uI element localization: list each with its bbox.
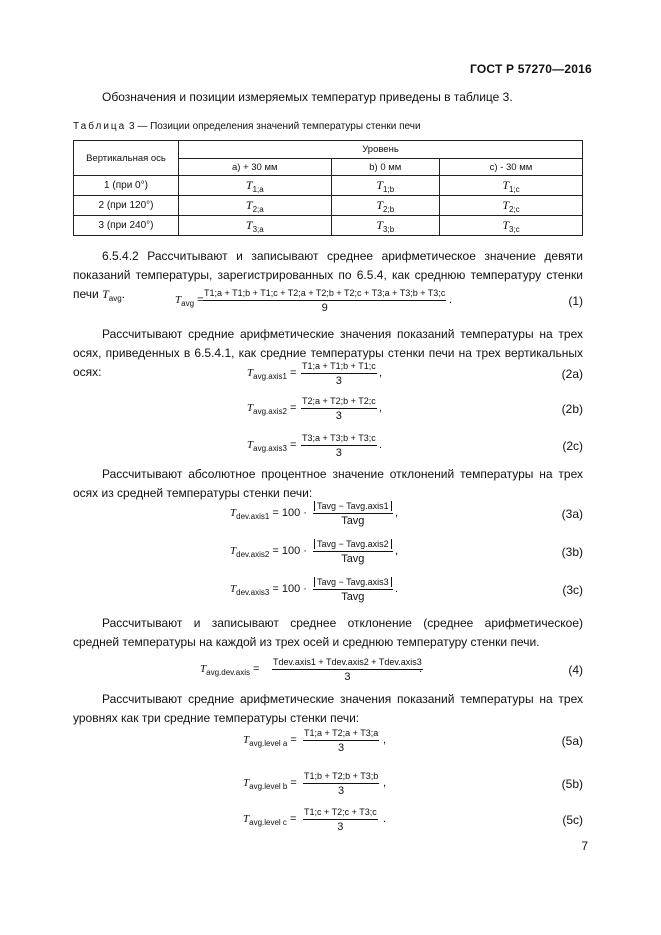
table-caption [73, 121, 421, 132]
header-level-c: c) - 30 мм [439, 159, 582, 176]
header-level: Уровень [179, 141, 583, 159]
paragraph-axes: Рассчитывают средние арифметические значения показаний температуры на трех осях, приведенных в 6.5.4.1, как средние температуры стенки печи на трех вертикальных осях: [73, 327, 583, 379]
table-row [74, 216, 583, 236]
row-axis: 2 (при 120°) [74, 196, 179, 216]
table-caption-word: Таблица [73, 121, 127, 132]
equation-3b: $T_{dev.axis2} = 100$ · Tavg − Tavg.axis2 Tavg , (3b) [230, 539, 583, 565]
equation-2b: $T_{avg.axis2}$ = T2;a + T2;b + T2;c 3 , (2b) [247, 396, 583, 422]
intro-paragraph: Обозначения и позиции измеряемых температур приведены в таблице 3. [102, 90, 513, 104]
equation-2c: $T_{avg.axis3}$ = T3;a + T3;b + T3;c 3 . (2c) [247, 433, 583, 459]
paragraph-deviation: Рассчитывают абсолютное процентное значение отклонений температуры на трех осях из средней температуры стенки печи: [73, 467, 583, 500]
table-cell: $T_{3;b}$ [331, 216, 439, 236]
table-row [74, 176, 583, 196]
table-cell: $T_{2;a}$ [179, 196, 332, 216]
table-cell: $T_{2;b}$ [331, 196, 439, 216]
equation-5c: $T_{avg.level c}$ = T1;c + T2;c + T3;c 3 . (5c) [243, 807, 583, 833]
paragraph-6-5-4-2: 6.5.4.2 Рассчитывают и записывают среднее арифметическое значение девяти показаний температуры, зарегистрированных по 6.5.4, как среднюю температуру стенки печи $T_{avg}$. [73, 249, 583, 303]
equation-1: $T_{avg}$ = T1;a + T1;b + T1;c + T2;a + T2;b + T2;c + T3;a + T3;b + T3;c 9 . (1) [175, 288, 583, 314]
table-cell: $T_{2;c}$ [439, 196, 582, 216]
table-cell: $T_{1;c}$ [439, 176, 582, 196]
page-number: 7 [581, 839, 588, 853]
header-level-a: а) + 30 мм [179, 159, 332, 176]
row-axis: 3 (при 240°) [74, 216, 179, 236]
header-axis: Вертикальная ось [74, 141, 179, 176]
table-cell: $T_{1;b}$ [331, 176, 439, 196]
row-axis: 1 (при 0°) [74, 176, 179, 196]
equation-5b: $T_{avg.level b}$ = T1;b + T2;b + T3;b 3 , (5b) [243, 771, 583, 797]
table-cell: $T_{3;a}$ [179, 216, 332, 236]
equation-5a: $T_{avg.level a}$ = T1;a + T2;a + T3;a 3 , (5a) [243, 728, 583, 754]
table-row [74, 196, 583, 216]
table-cell: $T_{1;a}$ [179, 176, 332, 196]
document-id: ГОСТ Р 57270—2016 [470, 62, 592, 76]
header-level-b: b) 0 мм [331, 159, 439, 176]
equation-3c: $T_{dev.axis3} = 100$ · Tavg − Tavg.axis3 Tavg . (3c) [230, 577, 583, 603]
table-caption-text: 3 — Позиции определения значений температуры стенки печи [129, 121, 421, 132]
equation-4: $T_{avg.dev.axis}$ = Tdev.axis1 + Tdev.axis2 + Tdev.axis3 3 . (4) [200, 657, 583, 683]
paragraph-levels: Рассчитывают средние арифметические значения показаний температуры на трех уровнях как три средние температуры стенки печи: [73, 692, 583, 725]
paragraph-mean-deviation: Рассчитывают и записывают среднее отклонение (среднее арифметическое) средней температуры на каждой из трех осей и среднюю температуру стенки печи. [73, 616, 583, 649]
equation-3a: $T_{dev.axis1} = 100$ · Tavg − Tavg.axis1 Tavg , (3a) [230, 501, 583, 527]
table-cell: $T_{3;c}$ [439, 216, 582, 236]
positions-table [73, 140, 583, 236]
equation-2a: $T_{avg.axis1}$ = T1;a + T1;b + T1;c 3 , (2a) [247, 361, 583, 387]
